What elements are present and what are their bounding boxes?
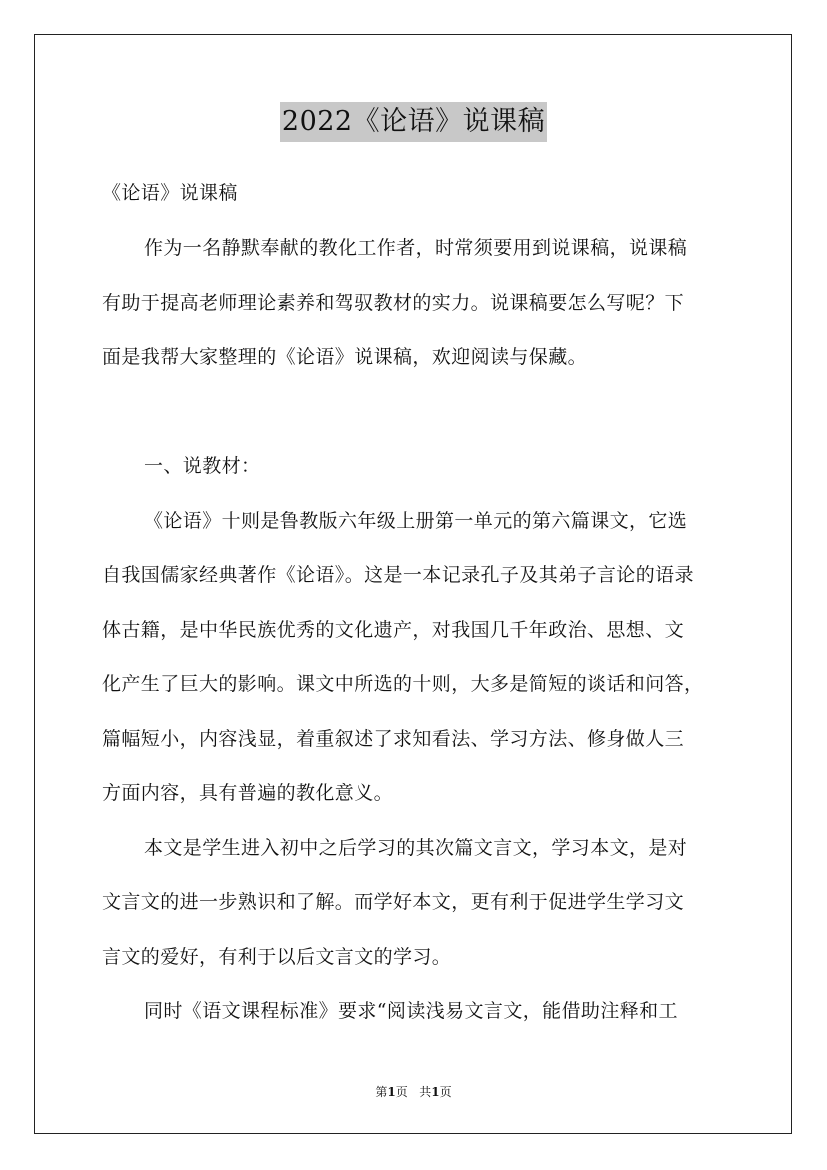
total-suffix: 页 (439, 1085, 452, 1099)
document-title: 2022《论语》说课稿 (280, 102, 547, 142)
title-container (0, 102, 827, 142)
paragraph-line: 有助于提高老师理论素养和驾驭教材的实力。说课稿要怎么写呢？下 (102, 292, 685, 314)
page-number: 1 (387, 1085, 396, 1099)
paragraph-line: 同时《语文课程标准》要求“阅读浅易文言文，能借助注释和工 (144, 1000, 678, 1022)
total-prefix: 共 (419, 1085, 432, 1099)
paragraph-line: 化产生了巨大的影响。课文中所选的十则，大多是简短的谈话和问答， (102, 673, 704, 695)
page-prefix: 第 (375, 1085, 388, 1099)
paragraph-line: 言文的爱好，有利于以后文言文的学习。 (102, 946, 452, 968)
paragraph-line: 体古籍，是中华民族优秀的文化遗产，对我国几千年政治、思想、文 (102, 619, 685, 641)
paragraph-line: 方面内容，具有普遍的教化意义。 (102, 782, 394, 804)
paragraph-line: 文言文的进一步熟识和了解。而学好本文，更有利于促进学生学习文 (102, 891, 685, 913)
paragraph-line: 《论语》十则是鲁教版六年级上册第一单元的第六篇课文，它选 (144, 510, 688, 532)
paragraph-line: 本文是学生进入初中之后学习的其次篇文言文，学习本文，是对 (144, 837, 688, 859)
section-heading: 一、说教材： (144, 455, 261, 477)
paragraph-line: 面是我帮大家整理的《论语》说课稿，欢迎阅读与保藏。 (102, 346, 588, 368)
paragraph-line: 篇幅短小，内容浅显，着重叙述了求知看法、学习方法、修身做人三 (102, 728, 685, 750)
paragraph-line: 自我国儒家经典著作《论语》。这是一本记录孔子及其弟子言论的语录 (102, 564, 694, 586)
subtitle: 《论语》说课稿 (102, 182, 238, 204)
page-suffix: 页 (395, 1085, 408, 1099)
total-pages: 1 (431, 1085, 440, 1099)
paragraph-line: 作为一名静默奉献的教化工作者，时常须要用到说课稿，说课稿 (144, 237, 688, 259)
page-footer (0, 1083, 827, 1100)
